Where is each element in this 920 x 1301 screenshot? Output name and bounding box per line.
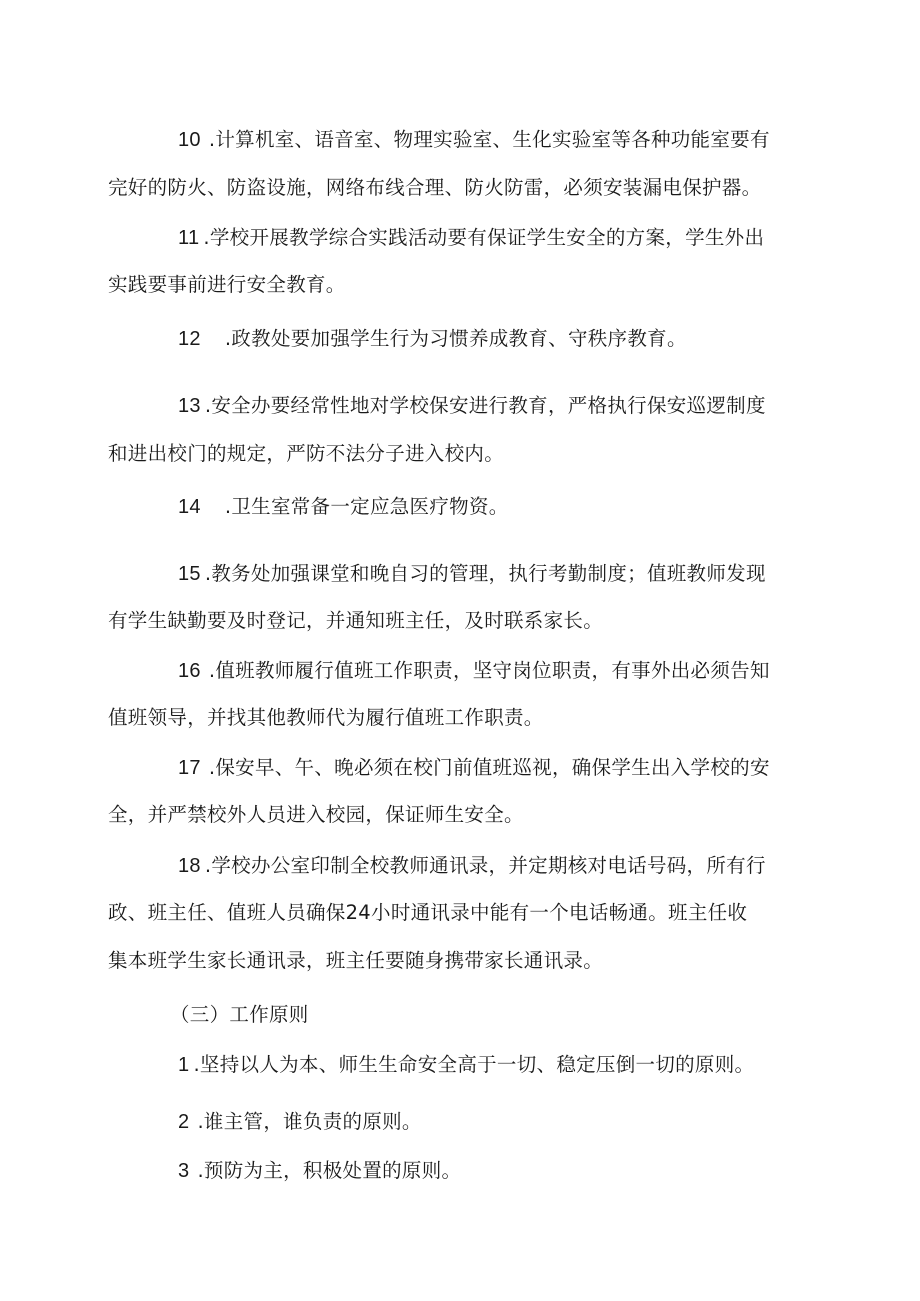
item-text: .政教处要加强学生行为习惯养成教育、守秩序教育。: [224, 327, 687, 350]
principle-text: .预防为主，积极处置的原则。: [197, 1159, 462, 1182]
item-text: .学校办公室印制全校教师通讯录，并定期核对电话号码，所有行: [204, 854, 766, 877]
item-18-line-1: [178, 851, 920, 881]
item-13-line-2: 和进出校门的规定，严防不法分子进入校内。: [108, 442, 505, 465]
item-number: 10: [178, 129, 201, 151]
item-text: .卫生室常备一定应急医疗物资。: [224, 495, 509, 518]
item-text: .教务处加强课堂和晚自习的管理，执行考勤制度；值班教师发现: [204, 562, 766, 585]
item-15-line-1: [178, 559, 920, 589]
item-number: 15: [178, 563, 201, 585]
item-number: 16: [178, 660, 201, 682]
item-number: 12: [178, 328, 201, 350]
item-number: 18: [178, 855, 201, 877]
item-number: 11: [178, 227, 200, 249]
item-text: .计算机室、语音室、物理实验室、生化实验室等各种功能室要有: [208, 128, 770, 151]
item-text: .值班教师履行值班工作职责，坚守岗位职责，有事外出必须告知: [208, 659, 770, 682]
item-16-line-1: [178, 656, 920, 686]
item-12-line-1: [178, 324, 920, 354]
item-17-line-1: [178, 753, 920, 783]
item-number: 14: [178, 496, 201, 518]
item-number: 17: [178, 757, 201, 779]
item-text: .保安早、午、晚必须在校门前值班巡视，确保学生出入学校的安: [208, 756, 770, 779]
item-15-line-2: 有学生缺勤要及时登记，并通知班主任，及时联系家长。: [108, 609, 604, 632]
item-text: .安全办要经常性地对学校保安进行教育，严格执行保安巡逻制度: [204, 394, 766, 417]
item-10-line-2: 完好的防火、防盗设施，网络布线合理、防火防雷，必须安装漏电保护器。: [108, 176, 762, 199]
item-16-line-2: 值班领导，并找其他教师代为履行值班工作职责。: [108, 706, 544, 729]
principle-number: 2: [178, 1111, 190, 1133]
item-14-line-1: [178, 492, 920, 522]
item-18-line-3: 集本班学生家长通讯录，班主任要随身携带家长通讯录。: [108, 949, 604, 972]
item-text: .学校开展教学综合实践活动要有保证学生安全的方案，学生外出: [203, 226, 765, 249]
principle-3: [178, 1156, 920, 1186]
principle-number: 1: [178, 1054, 190, 1076]
item-17-line-2: 全，并严禁校外人员进入校园，保证师生安全。: [108, 803, 524, 826]
section-heading: （三）工作原则: [170, 1003, 309, 1026]
item-13-line-1: [178, 391, 920, 421]
item-number: 13: [178, 395, 201, 417]
item-10-line-1: [178, 125, 920, 155]
principle-1: [178, 1050, 920, 1080]
item-11-line-1: [178, 223, 920, 253]
principle-2: [178, 1107, 920, 1137]
principle-text: .坚持以人为本、师生生命安全高于一切、稳定压倒一切的原则。: [193, 1053, 755, 1076]
principle-text: .谁主管，谁负责的原则。: [197, 1110, 422, 1133]
item-18-line-2: 政、班主任、值班人员确保24小时通讯录中能有一个电话畅通。班主任收: [108, 901, 748, 924]
principle-number: 3: [178, 1160, 190, 1182]
item-11-line-2: 实践要事前进行安全教育。: [108, 273, 346, 296]
